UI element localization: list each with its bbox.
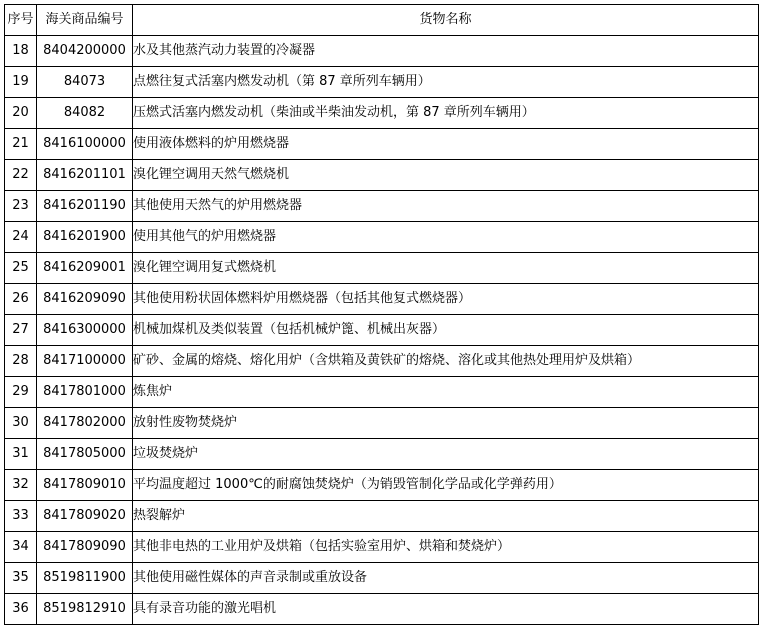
- table-row: [5, 98, 759, 129]
- cell-code: 8417100000: [37, 346, 133, 377]
- table-header-row: [5, 5, 759, 36]
- cell-code: 8519812910: [37, 594, 133, 625]
- cell-code: 8417809090: [37, 532, 133, 563]
- cell-seq: 24: [5, 222, 37, 253]
- cell-code: 8416201190: [37, 191, 133, 222]
- cell-seq: 28: [5, 346, 37, 377]
- cell-seq: 25: [5, 253, 37, 284]
- table-body: [5, 36, 759, 625]
- cell-name: 压燃式活塞内燃发动机（柴油或半柴油发动机，第 87 章所列车辆用）: [133, 98, 759, 129]
- table-row: [5, 129, 759, 160]
- cell-seq: 32: [5, 470, 37, 501]
- cell-code: 8519811900: [37, 563, 133, 594]
- table-row: [5, 563, 759, 594]
- cell-seq: 27: [5, 315, 37, 346]
- cell-seq: 35: [5, 563, 37, 594]
- cell-seq: 33: [5, 501, 37, 532]
- cell-code: 8416300000: [37, 315, 133, 346]
- cell-name: 放射性废物焚烧炉: [133, 408, 759, 439]
- cell-seq: 19: [5, 67, 37, 98]
- table-row: [5, 67, 759, 98]
- cell-name: 使用液体燃料的炉用燃烧器: [133, 129, 759, 160]
- cell-code: 8417805000: [37, 439, 133, 470]
- cell-name: 溴化锂空调用复式燃烧机: [133, 253, 759, 284]
- table-row: [5, 501, 759, 532]
- table-row: [5, 408, 759, 439]
- cell-name: 垃圾焚烧炉: [133, 439, 759, 470]
- cell-seq: 36: [5, 594, 37, 625]
- table-header: [5, 5, 759, 36]
- cell-code: 8417809010: [37, 470, 133, 501]
- table-row: [5, 36, 759, 67]
- cell-name: 平均温度超过 1000℃的耐腐蚀焚烧炉（为销毁管制化学品或化学弹药用）: [133, 470, 759, 501]
- cell-seq: 22: [5, 160, 37, 191]
- cell-name: 溴化锂空调用天然气燃烧机: [133, 160, 759, 191]
- table-row: [5, 160, 759, 191]
- cell-seq: 30: [5, 408, 37, 439]
- cell-name: 其他使用粉状固体燃料炉用燃烧器（包括其他复式燃烧器）: [133, 284, 759, 315]
- table-row: [5, 253, 759, 284]
- cell-name: 水及其他蒸汽动力装置的冷凝器: [133, 36, 759, 67]
- goods-table: [4, 4, 759, 625]
- cell-name: 具有录音功能的激光唱机: [133, 594, 759, 625]
- cell-code: 8416209001: [37, 253, 133, 284]
- cell-seq: 18: [5, 36, 37, 67]
- cell-code: 84082: [37, 98, 133, 129]
- table-row: [5, 377, 759, 408]
- cell-name: 其他使用天然气的炉用燃烧器: [133, 191, 759, 222]
- table-row: [5, 315, 759, 346]
- cell-code: 8416201101: [37, 160, 133, 191]
- cell-code: 8404200000: [37, 36, 133, 67]
- table-row: [5, 191, 759, 222]
- cell-code: 84073: [37, 67, 133, 98]
- cell-name: 其他非电热的工业用炉及烘箱（包括实验室用炉、烘箱和焚烧炉）: [133, 532, 759, 563]
- cell-seq: 21: [5, 129, 37, 160]
- table-row: [5, 222, 759, 253]
- table-row: [5, 594, 759, 625]
- cell-name: 炼焦炉: [133, 377, 759, 408]
- cell-name: 机械加煤机及类似装置（包括机械炉篦、机械出灰器）: [133, 315, 759, 346]
- cell-seq: 26: [5, 284, 37, 315]
- cell-code: 8417801000: [37, 377, 133, 408]
- cell-name: 矿砂、金属的熔烧、熔化用炉（含烘箱及黄铁矿的熔烧、溶化或其他热处理用炉及烘箱）: [133, 346, 759, 377]
- cell-code: 8417809020: [37, 501, 133, 532]
- column-header-code: 海关商品编号: [37, 5, 133, 36]
- column-header-seq: 序号: [5, 5, 37, 36]
- cell-code: 8416100000: [37, 129, 133, 160]
- cell-seq: 31: [5, 439, 37, 470]
- cell-code: 8417802000: [37, 408, 133, 439]
- table-row: [5, 346, 759, 377]
- cell-code: 8416209090: [37, 284, 133, 315]
- cell-seq: 34: [5, 532, 37, 563]
- cell-seq: 20: [5, 98, 37, 129]
- cell-name: 点燃往复式活塞内燃发动机（第 87 章所列车辆用）: [133, 67, 759, 98]
- table-row: [5, 470, 759, 501]
- cell-name: 热裂解炉: [133, 501, 759, 532]
- table-row: [5, 532, 759, 563]
- cell-seq: 23: [5, 191, 37, 222]
- cell-name: 使用其他气的炉用燃烧器: [133, 222, 759, 253]
- table-row: [5, 439, 759, 470]
- cell-name: 其他使用磁性媒体的声音录制或重放设备: [133, 563, 759, 594]
- cell-seq: 29: [5, 377, 37, 408]
- table-row: [5, 284, 759, 315]
- cell-code: 8416201900: [37, 222, 133, 253]
- column-header-name: 货物名称: [133, 5, 759, 36]
